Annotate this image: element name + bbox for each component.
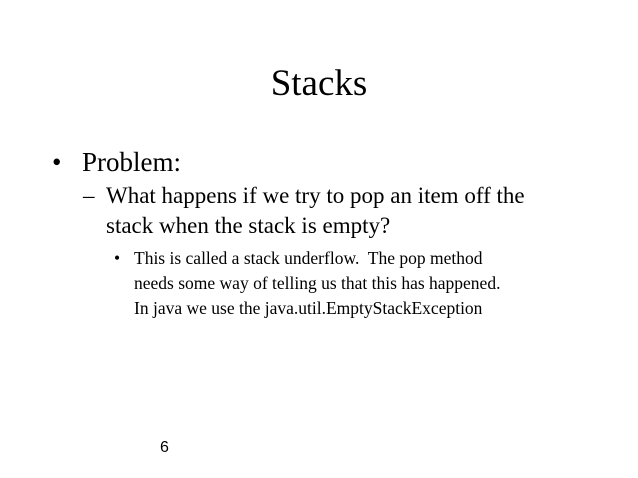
bullet-marker: • bbox=[52, 147, 62, 177]
page-number: 6 bbox=[160, 439, 169, 456]
sub-sub-bullet-marker: • bbox=[114, 248, 121, 268]
slide-title: Stacks bbox=[270, 63, 368, 104]
sub-sub-bullet-text bbox=[134, 246, 500, 321]
explanation-line-3: In java we use the java.util.EmptyStackException bbox=[134, 298, 483, 318]
sub-sub-bullet-explanation bbox=[114, 246, 614, 321]
sub-bullet-marker: – bbox=[83, 183, 95, 208]
bullet-problem bbox=[52, 146, 181, 178]
bullet-text: Problem: bbox=[82, 147, 181, 177]
explanation-line-1: This is called a stack underflow. The pop method bbox=[134, 248, 483, 268]
sub-bullet-text: What happens if we try to pop an item off the stack when the stack is empty? bbox=[106, 183, 525, 238]
sub-bullet-question bbox=[83, 181, 573, 241]
explanation-line-2: needs some way of telling us that this has happened. bbox=[134, 273, 501, 293]
